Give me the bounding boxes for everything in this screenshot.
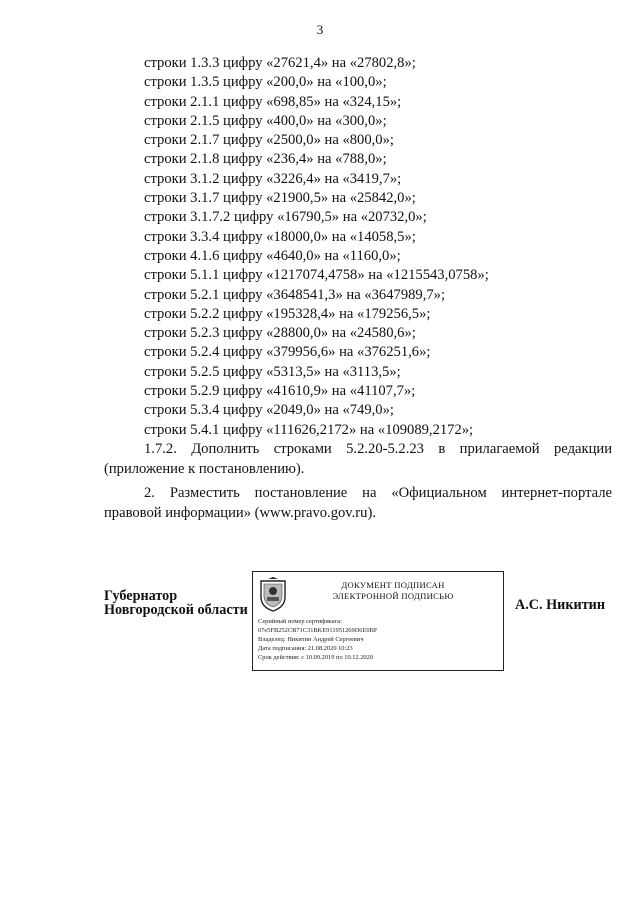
amendment-line: строки 1.3.5 цифру «200,0» на «100,0»;	[144, 74, 387, 91]
amendment-line: строки 4.1.6 цифру «4640,0» на «1160,0»;	[144, 247, 401, 264]
amendment-line: строки 5.4.1 цифру «111626,2172» на «109089,2172»;	[144, 421, 474, 438]
stamp-signed-date: Дата подписания: 21.08.2020 10:23	[258, 645, 353, 652]
amendment-line: строки 5.2.9 цифру «41610,9» на «41107,7»;	[144, 383, 416, 400]
amendment-line: строки 5.2.3 цифру «28800,0» на «24580,6»;	[144, 325, 416, 342]
stamp-serial-label: Серийный номер сертификата:	[258, 618, 342, 625]
amendment-line: строки 2.1.8 цифру «236,4» на «788,0»;	[144, 151, 387, 168]
amendment-list	[144, 54, 614, 440]
amendment-line: строки 5.2.4 цифру «379956,6» на «376251,6»;	[144, 344, 431, 361]
amendment-line: строки 5.2.1 цифру «3648541,3» на «3647989,7»;	[144, 286, 446, 303]
signer-title	[104, 589, 248, 617]
stamp-validity: Срок действия: с 10.09.2019 по 10.12.2020	[258, 654, 374, 661]
amendment-line: строки 3.1.7 цифру «21900,5» на «25842,0»;	[144, 190, 416, 207]
paragraph-1-7-2: 1.7.2. Дополнить строками 5.2.20-5.2.23 в прилагаемой редакции (приложение к постановлению).	[104, 441, 612, 477]
amendment-line: строки 2.1.5 цифру «400,0» на «300,0»;	[144, 112, 387, 129]
amendment-line: строки 1.3.3 цифру «27621,4» на «27802,8»;	[144, 55, 416, 71]
amendment-line: строки 2.1.1 цифру «698,85» на «324,15»;	[144, 93, 402, 110]
coat-of-arms-icon	[258, 577, 288, 613]
amendment-line: строки 5.1.1 цифру «1217074,4758» на «1215543,0758»;	[144, 267, 489, 284]
signer-title-line1: Губернатор	[104, 588, 178, 604]
amendment-line: строки 5.3.4 цифру «2049,0» на «749,0»;	[144, 402, 394, 419]
stamp-header-line1: ДОКУМЕНТ ПОДПИСАН	[341, 580, 445, 590]
signer-name: А.С. Никитин	[515, 597, 606, 613]
amendment-line: строки 3.1.7.2 цифру «16790,5» на «20732,0»;	[144, 209, 427, 226]
amendment-line: строки 3.3.4 цифру «18000,0» на «14058,5»;	[144, 228, 416, 245]
amendment-line: строки 3.1.2 цифру «3226,4» на «3419,7»;	[144, 170, 402, 187]
page-number: 3	[316, 22, 324, 37]
signer-title-line2: Новгородской области	[104, 602, 248, 618]
stamp-details	[258, 617, 502, 662]
amendment-line: строки 5.2.5 цифру «5313,5» на «3113,5»;	[144, 363, 401, 380]
paragraph-2: 2. Разместить постановление на «Официальном интернет-портале правовой информации» (www.pravo.gov.ru).	[104, 485, 612, 521]
amendment-line: строки 2.1.7 цифру «2500,0» на «800,0»;	[144, 132, 394, 149]
stamp-header	[293, 580, 493, 602]
stamp-serial: 07e5FB252CB71C31BKE911951269D6E0BF	[258, 627, 378, 634]
amendment-line: строки 5.2.2 цифру «195328,4» на «179256,5»;	[144, 305, 431, 322]
stamp-owner: Владелец: Никитин Андрей Сергеевич	[258, 636, 364, 643]
stamp-header-line2: ЭЛЕКТРОННОЙ ПОДПИСЬЮ	[332, 591, 454, 601]
electronic-signature-stamp	[252, 571, 504, 671]
